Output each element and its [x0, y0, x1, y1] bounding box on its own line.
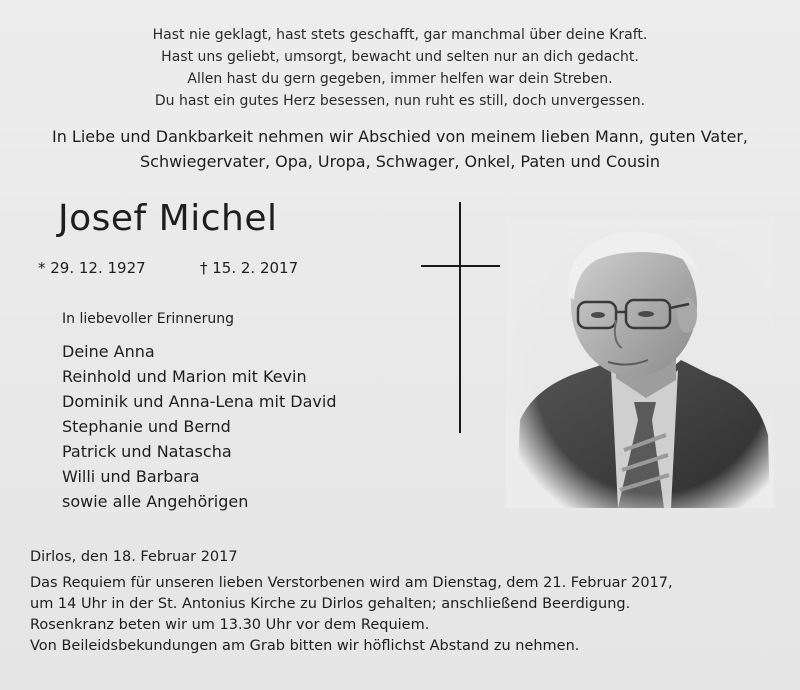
family-member: sowie alle Angehörigen — [62, 492, 249, 511]
intro-text — [0, 124, 800, 174]
family-member: Reinhold und Marion mit Kevin — [62, 367, 307, 386]
portrait-photo — [506, 220, 774, 508]
poem — [0, 24, 800, 112]
family-list — [62, 339, 337, 514]
family-member: Deine Anna — [62, 342, 155, 361]
poem-line: Hast uns geliebt, umsorgt, bewacht und selten nur an dich gedacht. — [161, 49, 639, 65]
deceased-name: Josef Michel — [58, 198, 278, 239]
funeral-info — [30, 573, 673, 657]
place-and-date: Dirlos, den 18. Februar 2017 — [30, 549, 238, 565]
family-member: Stephanie und Bernd — [62, 417, 231, 436]
intro-line: Schwiegervater, Opa, Uropa, Schwager, Onkel, Paten und Cousin — [139, 152, 661, 171]
family-member: Dominik und Anna-Lena mit David — [62, 392, 337, 411]
info-line: Von Beileidsbekundungen am Grab bitten wir höflichst Abstand zu nehmen. — [30, 638, 580, 654]
poem-line: Allen hast du gern gegeben, immer helfen war dein Streben. — [187, 71, 613, 87]
family-member: Willi und Barbara — [62, 467, 200, 486]
death-date: † 15. 2. 2017 — [200, 259, 299, 277]
info-line: Rosenkranz beten wir um 13.30 Uhr vor dem Requiem. — [30, 617, 430, 633]
memory-label: In liebevoller Erinnerung — [62, 311, 235, 327]
family-member: Patrick und Natascha — [62, 442, 232, 461]
info-line: Das Requiem für unseren lieben Verstorbenen wird am Dienstag, dem 21. Februar 2017, — [30, 575, 673, 591]
intro-line: In Liebe und Dankbarkeit nehmen wir Abschied von meinem lieben Mann, guten Vater, — [51, 127, 749, 146]
cross-icon-bar — [421, 265, 500, 267]
info-line: um 14 Uhr in der St. Antonius Kirche zu Dirlos gehalten; anschließend Beerdigung. — [30, 596, 631, 612]
poem-line: Hast nie geklagt, hast stets geschafft, gar manchmal über deine Kraft. — [152, 27, 648, 43]
birth-date: * 29. 12. 1927 — [38, 259, 146, 277]
poem-line: Du hast ein gutes Herz besessen, nun ruht es still, doch unvergessen. — [154, 93, 646, 109]
cross-icon — [459, 202, 461, 433]
